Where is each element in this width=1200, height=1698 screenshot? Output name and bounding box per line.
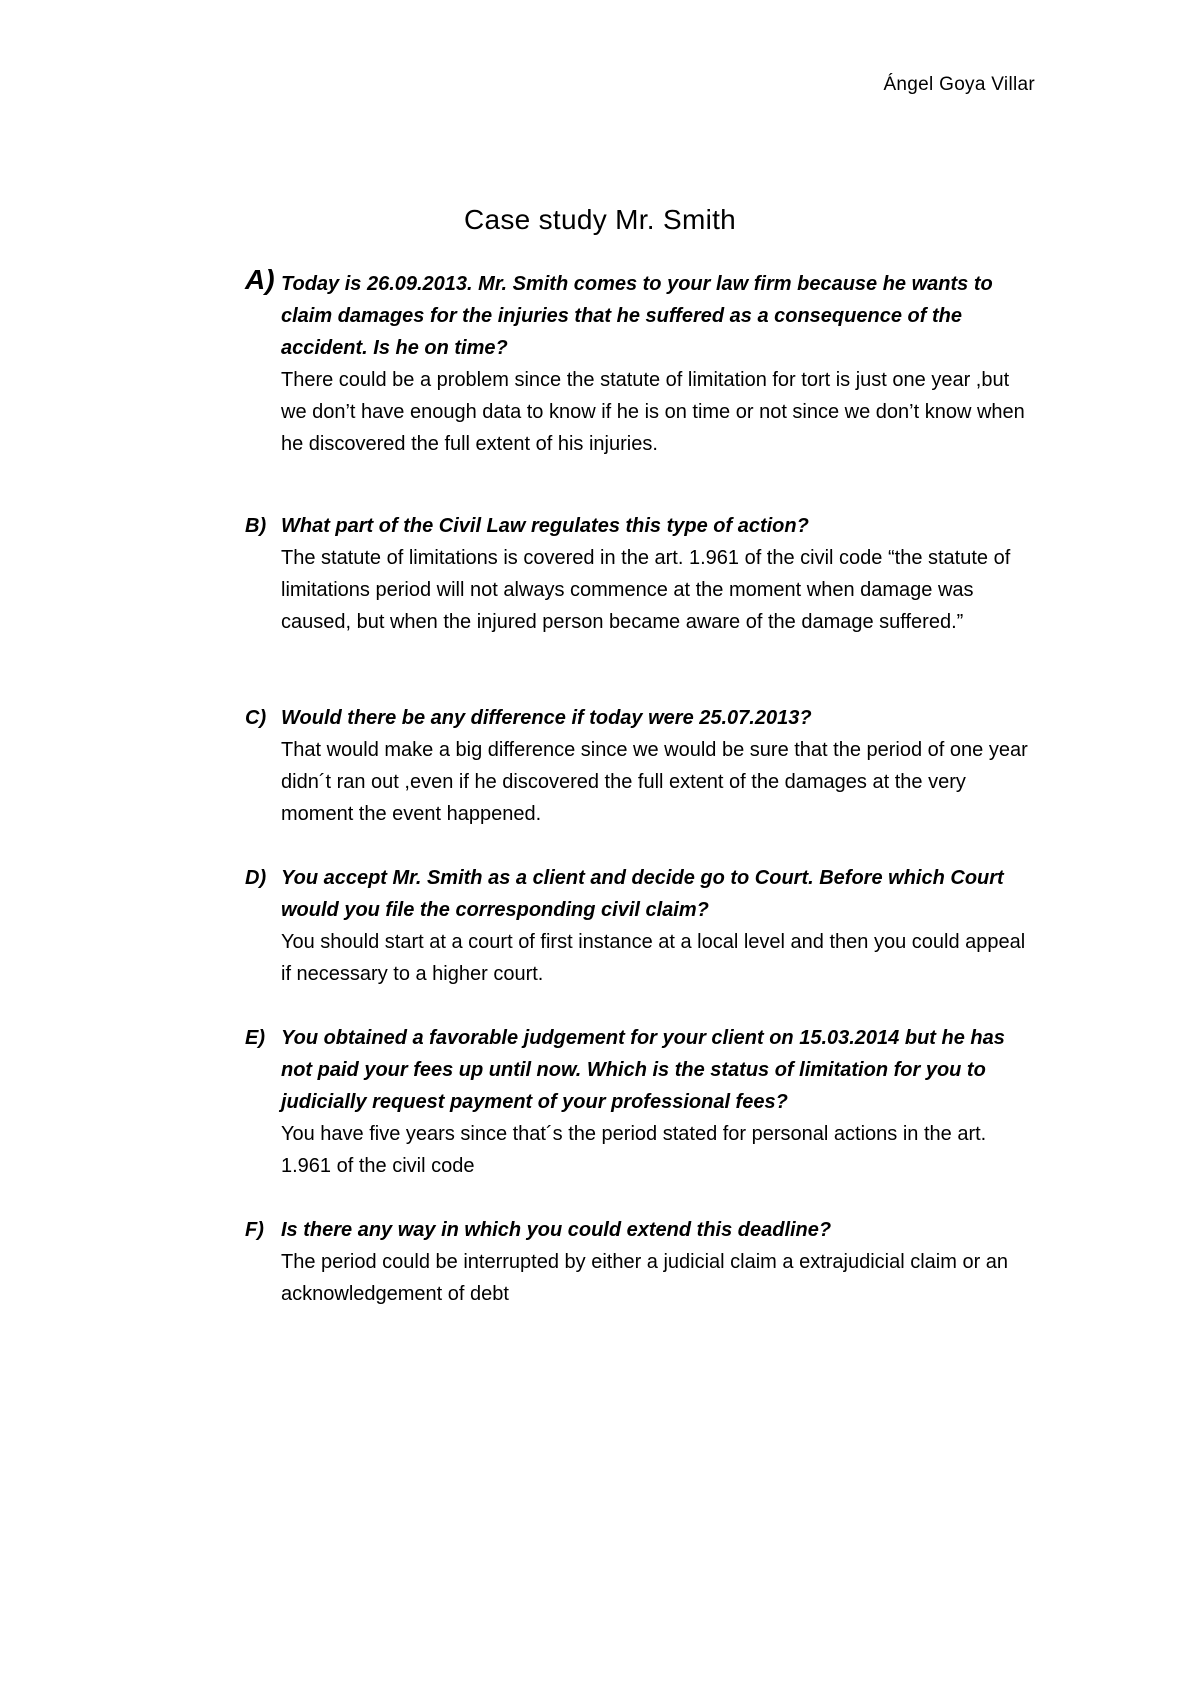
document-title: Case study Mr. Smith <box>463 204 737 235</box>
question-text: What part of the Civil Law regulates this type of action? <box>281 515 809 537</box>
section-a <box>245 264 1035 460</box>
author-name: Ángel Goya Villar <box>883 74 1035 95</box>
section-letter: B) <box>245 515 267 537</box>
question-text: Is there any way in which you could extend this deadline? <box>281 1219 832 1241</box>
answer-text: You have five years since that´s the period stated for personal actions in the art. 1.961 of the civil code <box>281 1123 987 1177</box>
answer-text: The statute of limitations is covered in the art. 1.961 of the civil code “the statute of limitations period will not always commence at the moment when damage was caused, but when the injured person became aware of the damage suffered.” <box>281 547 1011 633</box>
answer-text: That would make a big difference since we would be sure that the period of one year didn´t ran out ,even if he discovered the full extent of the damages at the very moment the event happened. <box>281 739 1028 825</box>
question-text: Would there be any difference if today were 25.07.2013? <box>281 707 812 729</box>
question-text: You obtained a favorable judgement for your client on 15.03.2014 but he has not paid your fees up until now. Which is the status of limitation for you to judicially request payment of your professional fees? <box>281 1027 1005 1113</box>
section-letter: C) <box>245 707 267 729</box>
question-text: Today is 26.09.2013. Mr. Smith comes to your law firm because he wants to claim damages for the injuries that he suffered as a consequence of the accident. Is he on time? <box>281 273 993 359</box>
answer-text: You should start at a court of first instance at a local level and then you could appeal if necessary to a higher court. <box>281 931 1026 985</box>
section-c <box>245 702 1035 830</box>
section-b <box>245 510 1035 638</box>
section-letter: D) <box>245 867 267 889</box>
question-text: You accept Mr. Smith as a client and decide go to Court. Before which Court would you file the corresponding civil claim? <box>281 867 1004 921</box>
answer-text: The period could be interrupted by either a judicial claim a extrajudicial claim or an acknowledgement of debt <box>281 1251 1009 1305</box>
section-f <box>245 1214 1035 1310</box>
section-letter: A) <box>245 264 275 295</box>
section-letter: F) <box>245 1219 264 1241</box>
section-d <box>245 862 1035 990</box>
section-letter: E) <box>245 1027 265 1049</box>
section-e <box>245 1022 1035 1182</box>
answer-text: There could be a problem since the statute of limitation for tort is just one year ,but we don’t have enough data to know if he is on time or not since we don’t know when he discovered the full extent of his injuries. <box>281 369 1025 455</box>
